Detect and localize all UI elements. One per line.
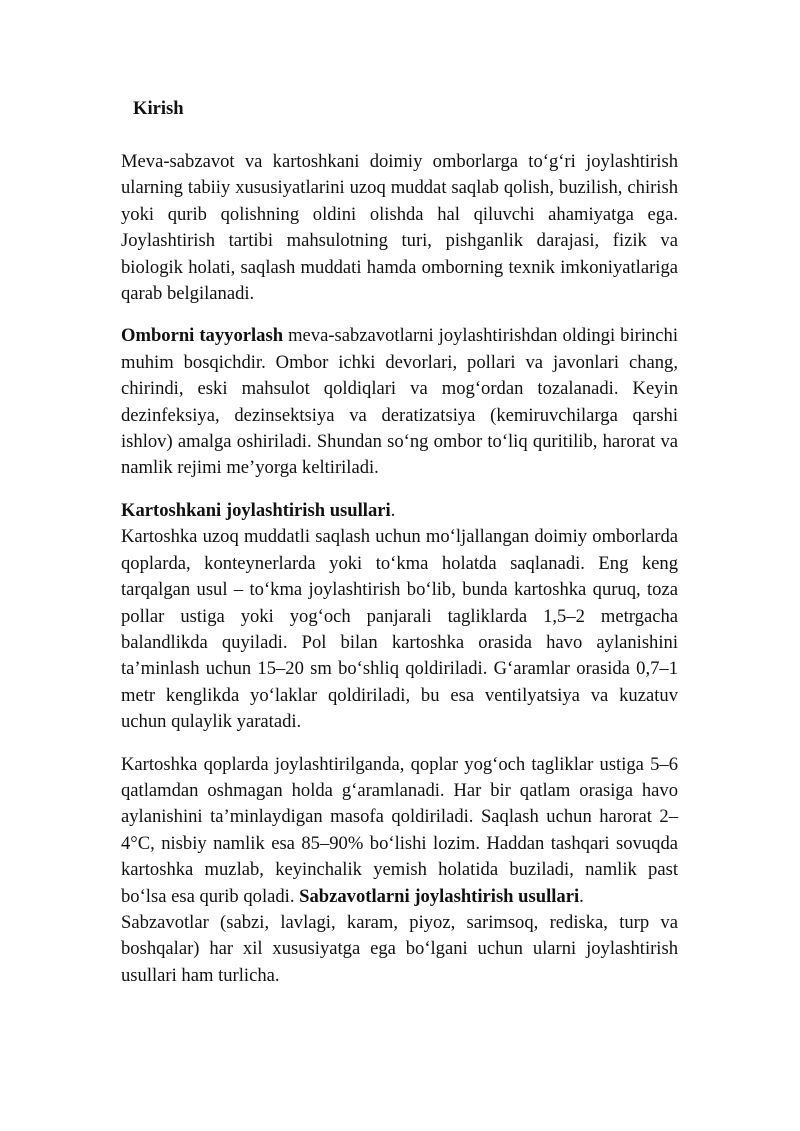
paragraph-intro: Meva-sabzavot va kartoshkani doimiy omborlarga to‘g‘ri joylashtirish ularning tabiiy xususiyatlarini uzoq muddat saqlab qolish, buzilish, chirish yoki qurib qolishning oldini olishda hal qiluvchi ahamiyatga ega. Joylashtirish tartibi mahsulotning turi, pishganlik darajasi, fizik va biologik holati, saqlash muddati hamda omborning texnik imkoniyatlariga qarab belgilanadi.	[121, 151, 678, 305]
paragraph-kartoshka-usullari: Kartoshka uzoq muddatli saqlash uchun mo‘ljallangan doimiy omborlarda qoplarda, konteynerlarda yoki to‘kma holatda saqlanadi. Eng keng tarqalgan usul – to‘kma joylashtirish bo‘lib, bunda kartoshka quruq, toza pollar ustiga yoki yog‘och panjarali tagliklarda 1,5–2 metrgacha balandlikda quyiladi. Pol bilan kartoshka orasida havo aylanishini ta’minlash uchun 15–20 sm bo‘shliq qoldiriladi. G‘aramlar orasida 0,7–1 metr kenglikda yo‘laklar qoldiriladi, bu esa ventilyatsiya va kuzatuv uchun qulaylik yaratadi.	[121, 526, 678, 733]
subheading-period: .	[390, 499, 396, 521]
term-omborni-tayyorlash: Omborni tayyorlash	[121, 325, 284, 347]
subheading-sabzavot-text: Sabzavotlarni joylashtirish usullari	[299, 885, 580, 907]
paragraph-sabzavotlar: Sabzavotlar (sabzi, lavlagi, karam, piyoz, sarimsoq, rediska, turp va boshqalar) har xil xususiyatga ega bo‘lgani uchun ularni joylashtirish usullari ham turlicha.	[121, 911, 678, 986]
paragraph-kartoshka-qoplar	[121, 752, 678, 910]
section-heading-kirish: Kirish	[133, 98, 184, 119]
subheading-kartoshka	[121, 498, 678, 524]
document-page	[121, 94, 678, 989]
paragraph-text: meva-sabzavotlarni joylashtirishdan oldingi birinchi muhim bosqichdir. Ombor ichki devorlari, pollari va javonlari chang, chirindi, eski mahsulot qoldiqlari va mog‘ordan tozalanadi. Keyin dezinfeksiya, dezinsektsiya va deratizatsiya (kemiruvchilarga qarshi ishlov) amalga oshiriladi. Shundan so‘ng ombor to‘liq quritilib, harorat va namlik rejimi me’yorga keltiriladi.	[121, 325, 678, 479]
paragraph-text: Kartoshka qoplarda joylashtirilganda, qoplar yog‘och tagliklar ustiga 5–6 qatlamdan oshmagan holda g‘aramlanadi. Har bir qatlam orasiga havo aylanishini ta’minlaydigan masofa qoldiriladi. Saqlash uchun harorat 2–4°C, nisbiy namlik esa 85–90% bo‘lishi lozim. Haddan tashqari sovuqda kartoshka muzlab, keyinchalik yemish holatida buziladi, namlik past bo‘lsa esa qurib qoladi.	[121, 753, 678, 907]
subheading-kartoshka-text: Kartoshkani joylashtirish usullari	[121, 499, 391, 521]
paragraph-ombor-tayyorlash	[121, 323, 678, 481]
subheading-period: .	[579, 885, 584, 907]
